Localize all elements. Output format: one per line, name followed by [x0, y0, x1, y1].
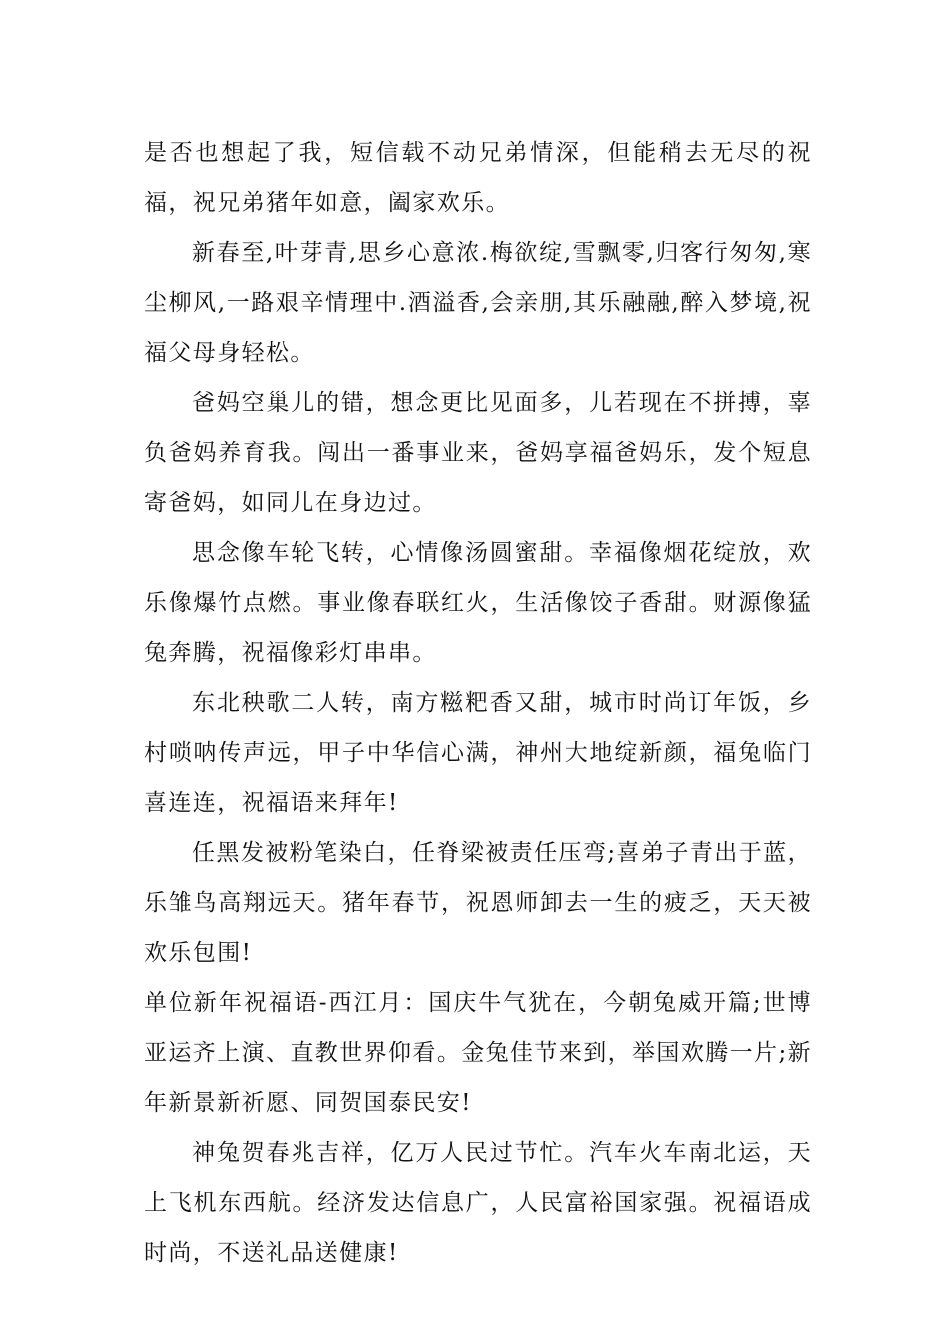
- paragraph-6: 任黑发被粉笔染白，任脊梁被责任压弯;喜弟子青出于蓝，乐雏鸟高翔远天。猪年春节，祝恩师卸去一生的疲乏，天天被欢乐包围!: [144, 840, 812, 966]
- paragraph-8: 神兔贺春兆吉祥，亿万人民过节忙。汽车火车南北运，天上飞机东西航。经济发达信息广，人民富裕国家强。祝福语成时尚，不送礼品送健康!: [144, 1140, 812, 1266]
- document-body: [144, 128, 812, 1278]
- paragraph-3: 爸妈空巢儿的错，想念更比见面多，儿若现在不拼搏，辜负爸妈养育我。闯出一番事业来，爸妈享福爸妈乐，发个短息寄爸妈，如同儿在身边过。: [144, 390, 812, 516]
- paragraph-5: 东北秧歌二人转，南方糍粑香又甜，城市时尚订年饭，乡村唢呐传声远，甲子中华信心满，神州大地绽新颜，福兔临门喜连连，祝福语来拜年!: [144, 690, 812, 816]
- paragraph-1: 是否也想起了我，短信载不动兄弟情深，但能稍去无尽的祝福，祝兄弟猪年如意，阖家欢乐。: [144, 140, 812, 216]
- paragraph-7: 单位新年祝福语-西江月：国庆牛气犹在，今朝兔威开篇;世博亚运齐上演、直教世界仰看。金兔佳节来到，举国欢腾一片;新年新景新祈愿、同贺国泰民安!: [144, 990, 812, 1116]
- paragraph-4: 思念像车轮飞转，心情像汤圆蜜甜。幸福像烟花绽放，欢乐像爆竹点燃。事业像春联红火，生活像饺子香甜。财源像猛兔奔腾，祝福像彩灯串串。: [144, 540, 812, 666]
- paragraph-2: 新春至,叶芽青,思乡心意浓.梅欲绽,雪飘零,归客行匆匆,寒尘柳风,一路艰辛情理中.酒溢香,会亲朋,其乐融融,醉入梦境,祝福父母身轻松。: [144, 240, 812, 366]
